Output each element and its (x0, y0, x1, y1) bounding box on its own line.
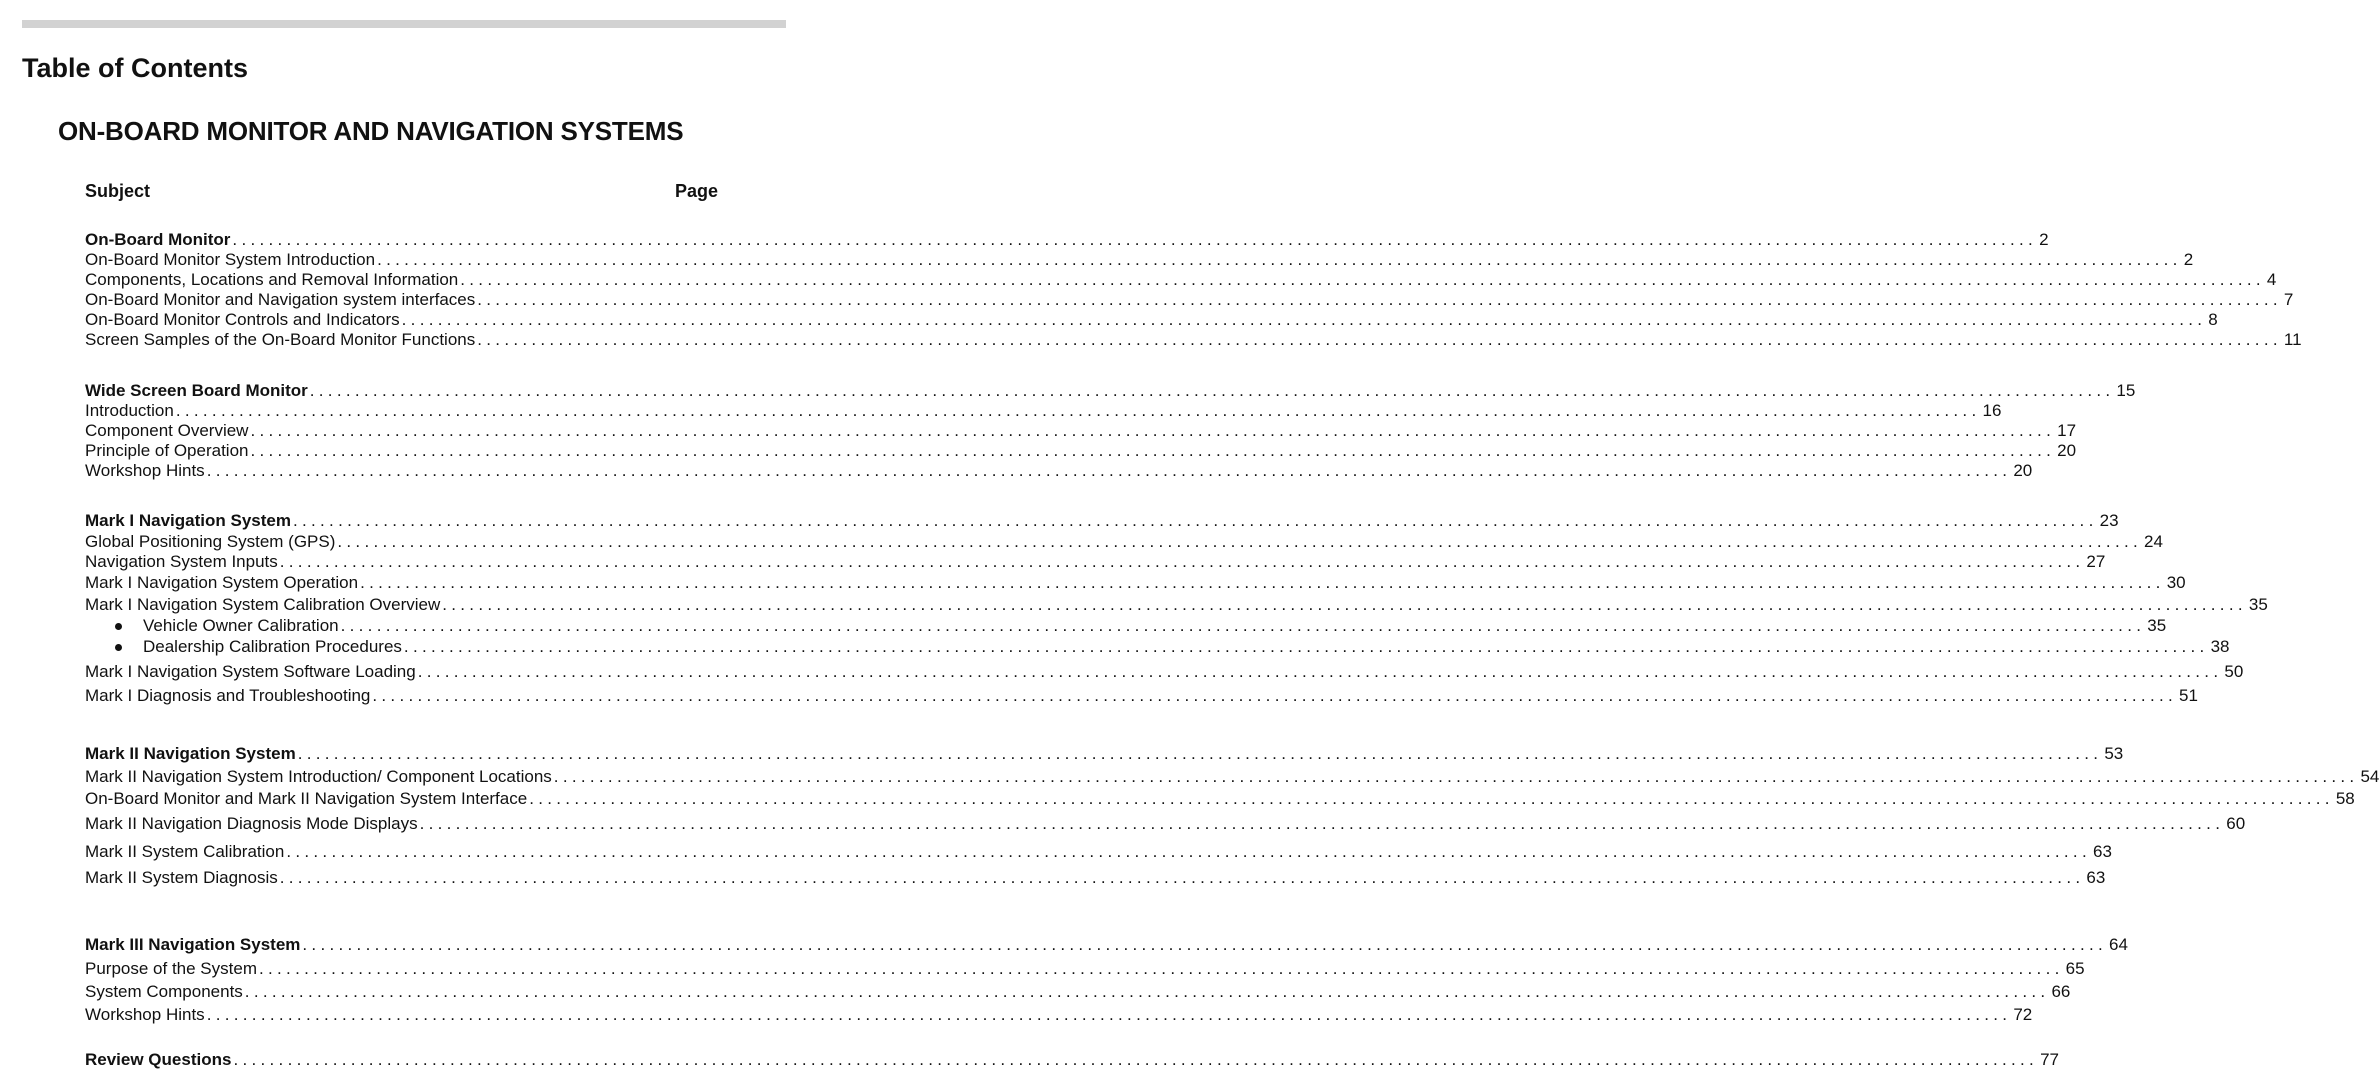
dot-leader: ........................................................................................................................................................................................................ (460, 270, 2265, 289)
toc-entry[interactable] (85, 685, 2198, 707)
dot-leader: ........................................................................................................................................................................................................ (360, 573, 2165, 592)
toc-entry[interactable] (85, 269, 2277, 291)
dot-leader: ........................................................................................................................................................................................................ (206, 461, 2012, 480)
entry-text: On-Board Monitor and Navigation system interfaces (85, 290, 476, 309)
entry-page: 77 (2040, 1050, 2059, 1069)
toc-entry[interactable] (85, 841, 2112, 863)
entry-text: Mark II System Calibration (85, 842, 285, 861)
toc-entry[interactable] (85, 329, 2302, 351)
entry-page: 38 (2210, 637, 2230, 656)
entry-page: 17 (2057, 421, 2077, 440)
entry-page: 24 (2144, 532, 2163, 551)
entry-text: Mark I Navigation System Calibration Overview (85, 595, 441, 614)
toc-entry[interactable] (85, 981, 2071, 1003)
entry-text: On-Board Monitor Controls and Indicators (85, 310, 400, 329)
entry-text: Principle of Operation (85, 441, 249, 460)
entry-page: 15 (2116, 381, 2136, 400)
entry-text: Mark II Navigation System Introduction/ Component Locations (85, 767, 552, 786)
dot-leader: ........................................................................................................................................................................................................ (292, 511, 2098, 530)
page-column-header: Page (675, 181, 719, 201)
dot-leader: ........................................................................................................................................................................................................ (477, 330, 2282, 349)
entry-text: Component Overview (85, 421, 249, 440)
toc-section-heading[interactable] (85, 229, 2049, 251)
entry-page: 16 (1982, 401, 2002, 420)
entry-text: Mark III Navigation System (85, 935, 301, 954)
entry-page: 27 (2086, 552, 2106, 571)
dot-leader: ........................................................................................................................................................................................................ (372, 686, 2178, 705)
entry-page: 60 (2226, 814, 2246, 833)
toc-entry[interactable] (85, 958, 2085, 980)
top-rule (22, 20, 786, 28)
dot-leader: ........................................................................................................................................................................................................ (279, 868, 2085, 887)
entry-page: 66 (2051, 982, 2071, 1001)
entry-page: 20 (2057, 441, 2077, 460)
dot-leader: ........................................................................................................................................................................................................ (232, 230, 2038, 249)
entry-text: Mark I Navigation System Operation (85, 573, 359, 592)
toc-entry[interactable] (85, 309, 2218, 331)
entry-text: Components, Locations and Removal Information (85, 270, 459, 289)
toc-entry[interactable] (85, 1004, 2033, 1026)
toc-section-heading[interactable] (85, 510, 2119, 532)
dot-leader: ........................................................................................................................................................................................................ (377, 250, 2182, 269)
entry-page: 2 (2039, 230, 2049, 249)
dot-leader: ........................................................................................................................................................................................................ (297, 744, 2103, 763)
dot-leader: ........................................................................................................................................................................................................ (302, 935, 2108, 954)
toc-bullet-entry[interactable] (115, 636, 2230, 658)
entry-page: 30 (2166, 573, 2186, 592)
dot-leader: ........................................................................................................................................................................................................ (250, 441, 2056, 460)
entry-page: 8 (2208, 310, 2218, 329)
toc-entry[interactable] (85, 440, 2077, 462)
entry-text: Global Positioning System (GPS) (85, 532, 336, 551)
entry-text: Mark I Navigation System (85, 511, 291, 530)
toc-entry[interactable] (85, 531, 2163, 553)
toc-entry[interactable] (85, 420, 2077, 442)
entry-page: 11 (2283, 330, 2302, 349)
toc-entry[interactable] (85, 249, 2194, 271)
entry-page: 54 (2360, 767, 2379, 786)
dot-leader: ........................................................................................................................................................................................................ (206, 1005, 2012, 1024)
entry-text: Mark II Navigation System (85, 744, 296, 763)
entry-page: 4 (2266, 270, 2277, 289)
dot-leader: ........................................................................................................................................................................................................ (244, 982, 2050, 1001)
entry-text: On-Board Monitor (85, 230, 231, 249)
toc-entry[interactable] (85, 460, 2033, 482)
subject-column-header: Subject (85, 181, 151, 201)
entry-page: 2 (2183, 250, 2194, 269)
entry-text: Introduction (85, 401, 174, 420)
dot-leader: ........................................................................................................................................................................................................ (279, 552, 2085, 571)
entry-page: 20 (2013, 461, 2033, 480)
entry-text: System Components (85, 982, 243, 1001)
dot-leader: ........................................................................................................................................................................................................ (442, 595, 2247, 614)
entry-page: 51 (2179, 686, 2198, 705)
entry-page: 35 (2147, 616, 2167, 635)
entry-page: 7 (2283, 290, 2294, 309)
entry-page: 23 (2099, 511, 2119, 530)
dot-leader: ........................................................................................................................................................................................................ (233, 1050, 2039, 1069)
toc-title: Table of Contents (22, 53, 248, 83)
dot-leader: ........................................................................................................................................................................................................ (529, 789, 2334, 808)
entry-text: Review Questions (85, 1050, 232, 1069)
dot-leader: ........................................................................................................................................................................................................ (403, 637, 2209, 656)
dot-leader: ........................................................................................................................................................................................................ (250, 421, 2056, 440)
document-title: ON-BOARD MONITOR AND NAVIGATION SYSTEMS (58, 116, 684, 146)
dot-leader: ........................................................................................................................................................................................................ (286, 842, 2091, 861)
entry-page: 65 (2065, 959, 2085, 978)
entry-text: Mark II Navigation Diagnosis Mode Displays (85, 814, 418, 833)
entry-page: 72 (2013, 1005, 2033, 1024)
dot-leader: ........................................................................................................................................................................................................ (258, 959, 2064, 978)
entry-page: 64 (2109, 935, 2128, 954)
entry-page: 63 (2092, 842, 2112, 861)
toc-entry[interactable] (85, 813, 2246, 835)
entry-text: Purpose of the System (85, 959, 257, 978)
toc-entry[interactable] (85, 551, 2106, 573)
entry-text: Mark I Navigation System Software Loading (85, 662, 416, 681)
entry-text: On-Board Monitor System Introduction (85, 250, 376, 269)
dot-leader: ........................................................................................................................................................................................................ (419, 814, 2225, 833)
entry-page: 63 (2086, 868, 2106, 887)
entry-page: 50 (2224, 662, 2244, 681)
entry-page: 35 (2248, 595, 2268, 614)
toc-entry[interactable] (85, 289, 2294, 311)
toc-entry[interactable] (85, 867, 2106, 889)
entry-text: Navigation System Inputs (85, 552, 278, 571)
dot-leader: ........................................................................................................................................................................................................ (337, 532, 2143, 551)
toc-bullet-entry[interactable] (115, 615, 2167, 637)
toc-section-heading[interactable] (85, 1049, 2059, 1071)
toc-section-heading[interactable] (85, 934, 2128, 956)
entry-page: 58 (2335, 789, 2355, 808)
dot-leader: ........................................................................................................................................................................................................ (553, 767, 2359, 786)
dot-leader: ........................................................................................................................................................................................................ (340, 616, 2146, 635)
toc-entry[interactable] (85, 400, 2002, 422)
dot-leader: ........................................................................................................................................................................................................ (477, 290, 2282, 309)
entry-text: Mark II System Diagnosis (85, 868, 278, 887)
entry-text: Wide Screen Board Monitor (85, 381, 308, 400)
entry-text: On-Board Monitor and Mark II Navigation System Interface (85, 789, 528, 808)
toc-entry[interactable] (85, 594, 2268, 616)
entry-text: Mark I Diagnosis and Troubleshooting (85, 686, 371, 705)
dot-leader: ........................................................................................................................................................................................................ (417, 662, 2223, 681)
entry-text: Workshop Hints (85, 461, 205, 480)
toc-entry[interactable] (85, 788, 2355, 810)
toc-section-heading[interactable] (85, 743, 2124, 765)
dot-leader: ........................................................................................................................................................................................................ (401, 310, 2207, 329)
entry-text: Screen Samples of the On-Board Monitor Functions (85, 330, 476, 349)
toc-entry[interactable] (85, 766, 2379, 788)
dot-leader: ........................................................................................................................................................................................................ (175, 401, 1981, 420)
toc-entry[interactable] (85, 661, 2244, 683)
dot-leader: ........................................................................................................................................................................................................ (309, 381, 2115, 400)
toc-entry[interactable] (85, 572, 2186, 594)
toc-section-heading[interactable] (85, 380, 2136, 402)
entry-page: 53 (2104, 744, 2124, 763)
entry-text: Vehicle Owner Calibration (115, 615, 339, 637)
entry-text: Workshop Hints (85, 1005, 205, 1024)
entry-text: Dealership Calibration Procedures (115, 636, 402, 658)
